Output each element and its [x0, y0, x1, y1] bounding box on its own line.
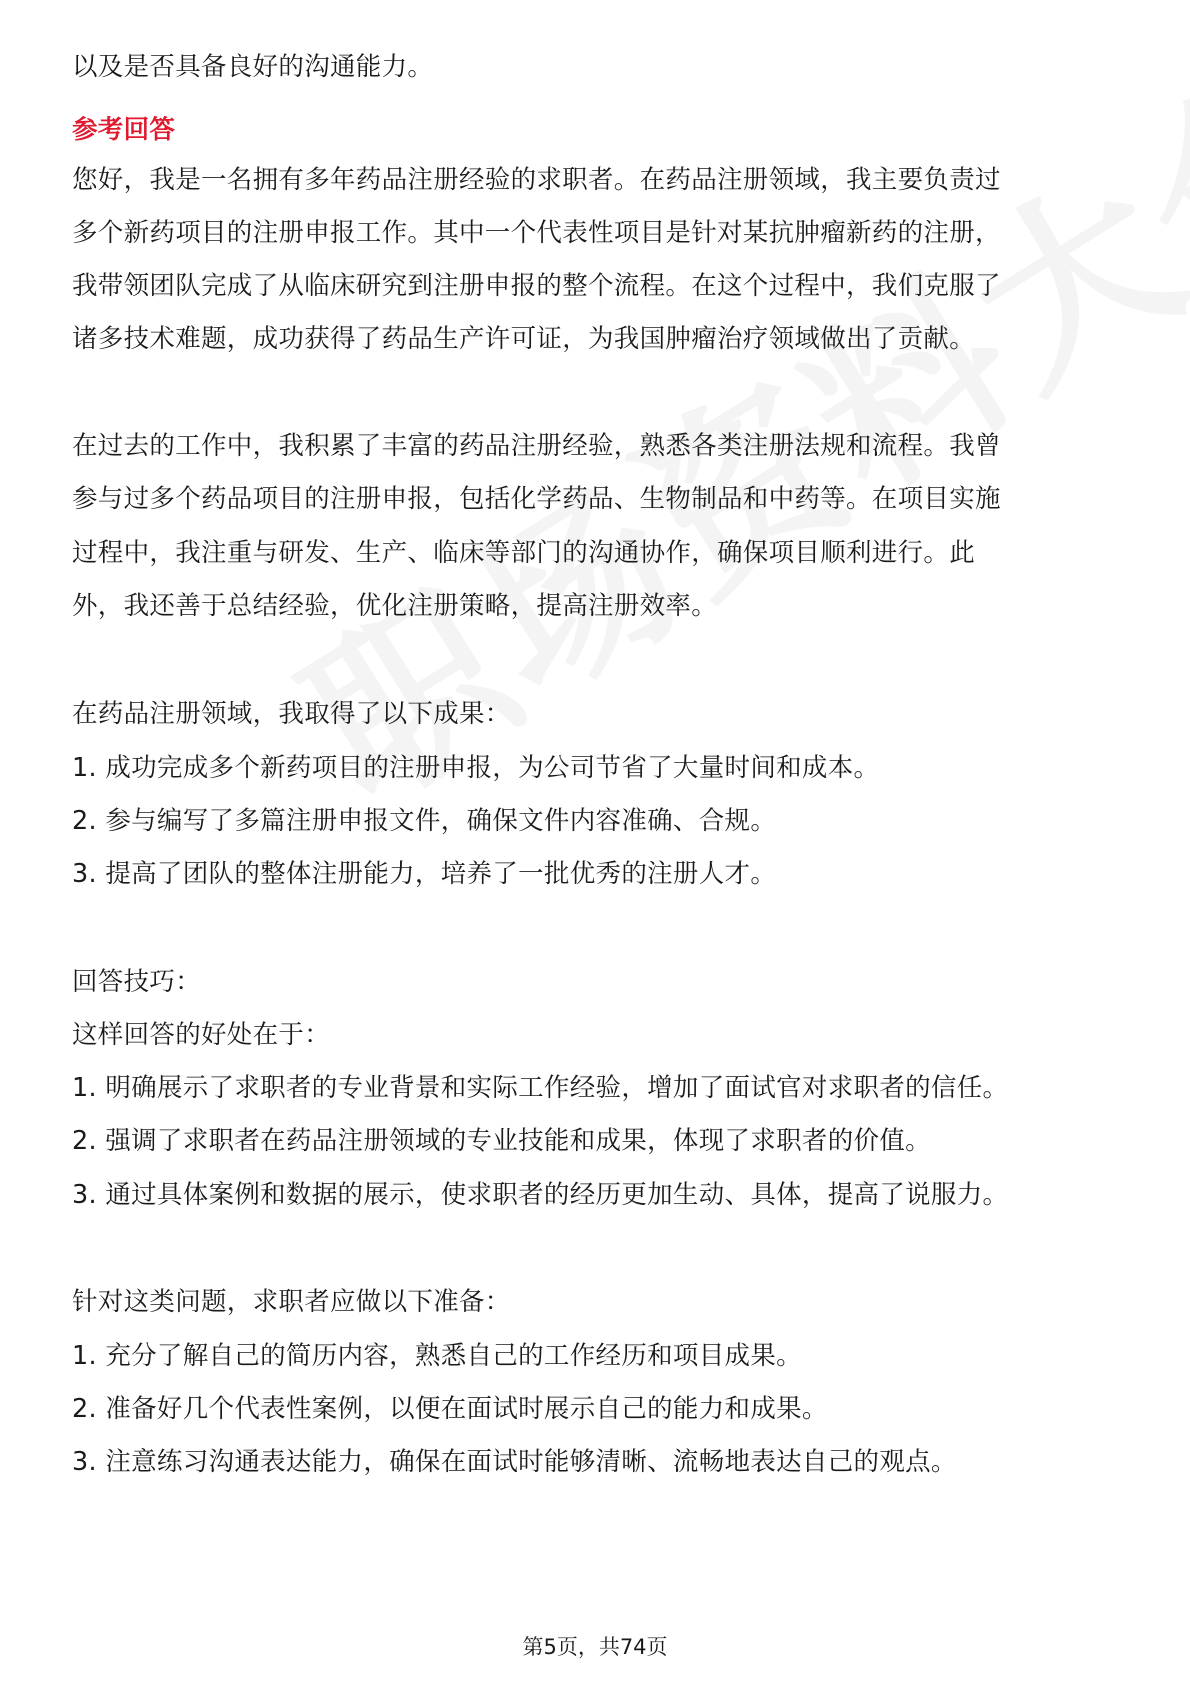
para1-line: 诸多技术难题，成功获得了药品生产许可证，为我国肿瘤治疗领域做出了贡献。 — [72, 324, 976, 354]
intro-tail-text: 以及是否具备良好的沟通能力。 — [72, 52, 434, 82]
para1-line: 多个新药项目的注册申报工作。其中一个代表性项目是针对某抗肿瘤新药的注册， — [72, 218, 1001, 248]
achievement-item: 1. 成功完成多个新药项目的注册申报，为公司节省了大量时间和成本。 — [72, 753, 880, 783]
prep-item: 1. 充分了解自己的简历内容，熟悉自己的工作经历和项目成果。 — [72, 1341, 802, 1371]
tips-heading: 回答技巧： — [72, 967, 202, 997]
benefit-item: 1. 明确展示了求职者的专业背景和实际工作经验，增加了面试官对求职者的信任。 — [72, 1073, 1009, 1103]
prep-item: 3. 注意练习沟通表达能力，确保在面试时能够清晰、流畅地表达自己的观点。 — [72, 1447, 957, 1477]
page-number: 第5页，共74页 — [522, 1635, 668, 1659]
benefits-intro: 这样回答的好处在于： — [72, 1020, 331, 1050]
achievements-intro: 在药品注册领域，我取得了以下成果： — [72, 699, 511, 729]
achievement-item: 2. 参与编写了多篇注册申报文件，确保文件内容准确、合规。 — [72, 806, 777, 836]
benefit-item: 2. 强调了求职者在药品注册领域的专业技能和成果，体现了求职者的价值。 — [72, 1126, 931, 1156]
benefit-item: 3. 通过具体案例和数据的展示，使求职者的经历更加生动、具体，提高了说服力。 — [72, 1180, 1009, 1210]
achievement-item: 3. 提高了团队的整体注册能力，培养了一批优秀的注册人才。 — [72, 859, 777, 889]
para2-line: 参与过多个药品项目的注册申报，包括化学药品、生物制品和中药等。在项目实施 — [72, 484, 1001, 514]
para1-line: 您好，我是一名拥有多年药品注册经验的求职者。在药品注册领域，我主要负责过 — [72, 165, 1001, 195]
para2-line: 外，我还善于总结经验，优化注册策略，提高注册效率。 — [72, 591, 718, 621]
prep-intro: 针对这类问题，求职者应做以下准备： — [72, 1287, 511, 1317]
para2-line: 过程中，我注重与研发、生产、临床等部门的沟通协作，确保项目顺利进行。此 — [72, 538, 976, 568]
para1-line: 我带领团队完成了从临床研究到注册申报的整个流程。在这个过程中，我们克服了 — [72, 271, 1001, 301]
prep-item: 2. 准备好几个代表性案例，以便在面试时展示自己的能力和成果。 — [72, 1394, 828, 1424]
answer-heading: 参考回答 — [72, 115, 176, 145]
para2-line: 在过去的工作中，我积累了丰富的药品注册经验，熟悉各类注册法规和流程。我曾 — [72, 431, 1001, 461]
